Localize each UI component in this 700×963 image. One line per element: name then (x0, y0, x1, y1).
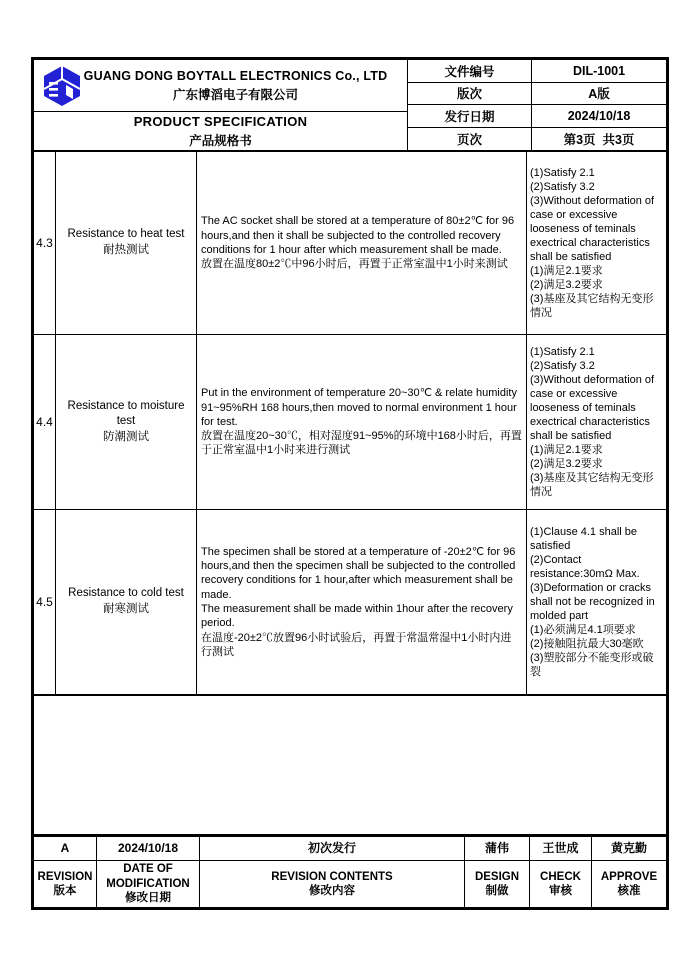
test-name-cn: 耐热测试 (103, 244, 149, 256)
header-line: 核准 (617, 885, 641, 897)
test-name-en: Resistance to cold test (68, 587, 184, 600)
document-header (34, 60, 666, 152)
revision-entry-approve: 黄克勤 (610, 841, 647, 855)
criteria-line: (3)Without deformation of case or excessive looseness of teminals exectrical characteristics shall be satisfied (530, 194, 655, 264)
revision-header-rev (34, 861, 97, 907)
header-company-block (34, 60, 408, 150)
document-frame (31, 57, 669, 910)
meta-label-page: 页次 (456, 132, 482, 147)
criteria-line: (1)Satisfy 2.1 (530, 166, 595, 179)
criteria-line: (3)基座及其它结构无变形情况 (530, 293, 654, 320)
spec-row-number: 4.4 (34, 335, 56, 509)
test-name-en: Resistance to moisture test (67, 399, 185, 428)
document-title-cell (34, 112, 407, 150)
header-meta-table (408, 60, 666, 150)
criteria-line: (3)塑胶部分不能变形或破裂 (530, 652, 654, 679)
criteria-line: (2)满足3.2要求 (530, 279, 603, 292)
criteria-line: (1)Clause 4.1 shall be satisfied (530, 525, 638, 552)
spec-row-test-name (56, 510, 197, 694)
criteria-line: (3)Deformation or cracks shall not be recognized in molded part (530, 581, 655, 623)
description-paragraph: The specimen shall be stored at a temperature of -20±2℃ for 96 hours,and then the specimen shall be subjected to the controlled recovery conditions for 1 hour,after which measurement shall be made. (201, 545, 516, 601)
criteria-line: (2)Satisfy 3.2 (530, 180, 595, 193)
spec-row-test-name (56, 335, 197, 509)
meta-label-doc-number: 文件编号 (408, 60, 531, 83)
criteria-line: (2)满足3.2要求 (530, 458, 603, 471)
header-line: REVISION (37, 870, 93, 883)
criteria-line: (1)Satisfy 2.1 (530, 345, 595, 358)
spec-row-number: 4.5 (34, 510, 56, 694)
criteria-line: (2)接触阻抗最大30毫欧 (530, 638, 644, 651)
spec-row-criteria (527, 335, 666, 509)
header-line: 制做 (485, 885, 509, 897)
description-paragraph: The measurement shall be made within 1hour after the recovery period. (201, 603, 513, 630)
revision-entry-contents: 初次发行 (200, 837, 465, 860)
spec-row-heat-test (34, 152, 666, 335)
revision-entry-rev: A (34, 837, 97, 860)
revision-header-row (34, 861, 666, 907)
criteria-line: (2)Contact resistance:30mΩ Max. (530, 553, 640, 580)
header-line: APPROVE (600, 870, 658, 883)
spec-row-description (197, 510, 527, 694)
meta-label-issue-date: 发行日期 (408, 105, 531, 128)
document-title-cn: 产品规格书 (189, 133, 252, 148)
revision-header-check (530, 861, 592, 907)
company-name-en: GUANG DONG BOYTALL ELECTRONICS Co., LTD (83, 68, 388, 83)
header-line: 修改日期 (125, 892, 171, 905)
revision-header-date (97, 861, 200, 907)
header-line: REVISION CONTENTS (271, 870, 393, 883)
criteria-line: (2)Satisfy 3.2 (530, 359, 595, 372)
spec-row-criteria (527, 152, 666, 334)
company-logo-icon (42, 65, 82, 107)
test-name-en: Resistance to heat test (67, 228, 185, 241)
header-line: MODIFICATION (106, 877, 190, 890)
spec-row-cold-test (34, 510, 666, 696)
description-paragraph: Put in the environment of temperature 20~30℃ & relate humidity 91~95%RH 168 hours,then moved to normal environment 1 hour for test. (201, 387, 517, 428)
header-line: DATE OF (123, 863, 173, 876)
criteria-line: (1)满足2.1要求 (530, 444, 603, 457)
revision-entry-check: 王世成 (530, 837, 592, 860)
revision-entry-date: 2024/10/18 (97, 837, 200, 860)
spec-row-number: 4.3 (34, 152, 56, 334)
spec-row-criteria (527, 510, 666, 694)
revision-header-approve (592, 861, 666, 907)
criteria-line: (3)基座及其它结构无变形情况 (530, 472, 654, 499)
revision-entry-row (34, 837, 666, 861)
description-paragraph: 放置在温度80±2℃中96小时后，再置于正常室温中1小时来测试 (201, 258, 508, 271)
header-line: CHECK (540, 870, 581, 883)
criteria-line: (1)满足2.1要求 (530, 265, 603, 278)
criteria-line: (1)必须满足4.1项要求 (530, 624, 636, 637)
company-name-cn: 广东博滔电子有限公司 (172, 87, 298, 102)
test-name-cn: 耐寒测试 (103, 603, 149, 615)
meta-value-issue-date: 2024/10/18 (531, 105, 666, 128)
meta-label-revision: 版次 (408, 83, 531, 106)
revision-entry-design: 蒲伟 (465, 837, 530, 860)
description-paragraph: The AC socket shall be stored at a temperature of 80±2℃ for 96 hours,and then it shall be subjected to the controlled recovery conditions for 1 hour after which measurement shall be made. (201, 215, 515, 256)
meta-value-page: 第3页 共3页 (531, 128, 666, 151)
header-line: 修改内容 (309, 885, 355, 897)
test-name-cn: 防潮测试 (103, 430, 149, 443)
header-line: DESIGN (474, 870, 520, 883)
header-line: 版本 (53, 885, 77, 897)
company-name-cell (34, 60, 407, 112)
spec-row-test-name (56, 152, 197, 334)
criteria-line: (3)Without deformation of case or excessive looseness of teminals exectrical characteristics shall be satisfied (530, 373, 655, 443)
description-paragraph: 放置在温度20~30℃，相对湿度91~95%的环境中168小时后，再置于正常室温中1小时来进行测试 (201, 430, 522, 457)
meta-value-revision: A版 (531, 83, 666, 106)
meta-value-doc-number: DIL-1001 (531, 60, 666, 83)
spec-row-moisture-test (34, 335, 666, 510)
document-title-en: PRODUCT SPECIFICATION (133, 113, 308, 129)
spec-row-description (197, 335, 527, 509)
header-line: 审核 (549, 885, 572, 897)
spec-row-description (197, 152, 527, 334)
empty-spacer-cell (34, 696, 666, 837)
revision-header-contents (200, 861, 465, 907)
revision-header-design (465, 861, 530, 907)
description-paragraph: 在温度-20±2℃放置96小时试验后，再置于常温常湿中1小时内进行测试 (201, 631, 512, 658)
